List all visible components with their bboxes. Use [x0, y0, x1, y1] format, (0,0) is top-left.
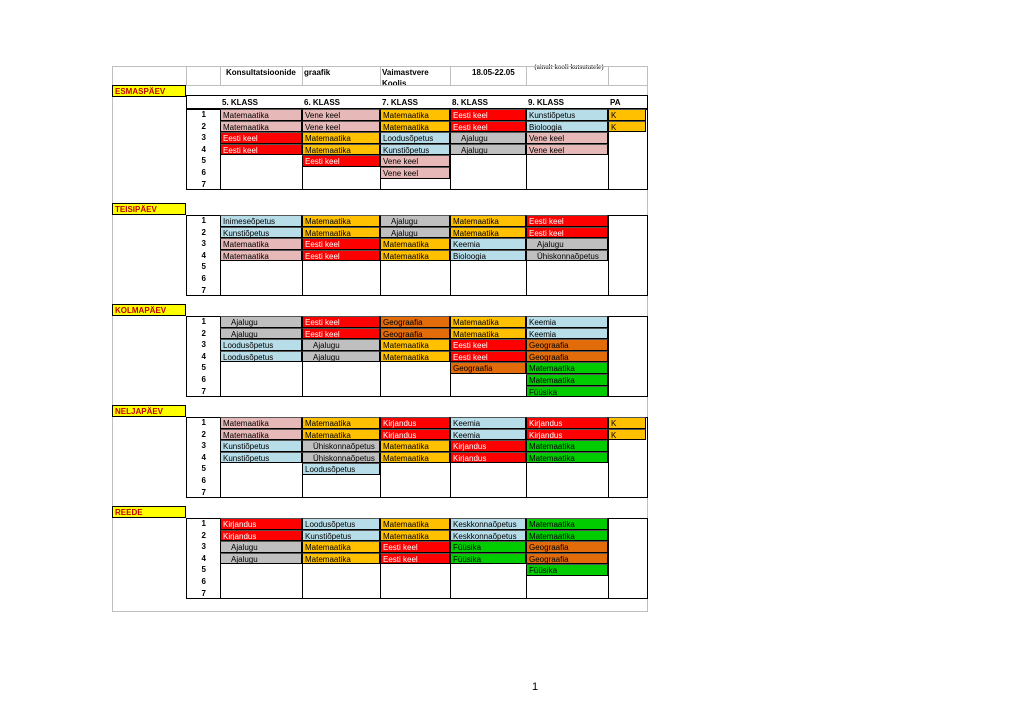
lesson-cell: Matemaatika	[380, 518, 450, 530]
lesson-cell: Vene keel	[380, 155, 450, 167]
lesson-cell: Matemaatika	[526, 452, 608, 464]
day-label: NELJAPÄEV	[112, 405, 186, 417]
lesson-cell: Kunstiõpetus	[380, 144, 450, 156]
lesson-cell: Füüsika	[450, 541, 526, 553]
col-divider	[608, 316, 609, 397]
lesson-cell: Keemia	[450, 417, 526, 429]
grid-line-v	[526, 66, 527, 86]
lesson-cell: Geograafia	[526, 541, 608, 553]
lesson-cell: Eesti keel	[380, 553, 450, 565]
lesson-cell: Keskkonnaõpetus	[450, 530, 526, 542]
lesson-cell: Kunstiõpetus	[526, 109, 608, 121]
lesson-cell: Eesti keel	[450, 121, 526, 133]
period-number: 5	[201, 156, 206, 166]
lesson-cell: K	[608, 429, 646, 441]
title-note: (ainult kooli kutsututele)	[534, 63, 604, 71]
grid-line-v	[608, 66, 609, 86]
lesson-cell: Loodusõpetus	[380, 132, 450, 144]
lesson-cell: Kunstiõpetus	[220, 452, 302, 464]
lesson-cell: Ajalugu	[302, 339, 380, 351]
lesson-cell: Eesti keel	[302, 250, 380, 262]
lesson-cell: Matemaatika	[526, 518, 608, 530]
period-number: 6	[201, 375, 206, 384]
lesson-cell: Eesti keel	[450, 339, 526, 351]
period-number: 3	[201, 239, 206, 249]
lesson-cell: Ajalugu	[220, 316, 302, 328]
lesson-cell: Matemaatika	[450, 227, 526, 239]
lesson-cell: Keemia	[450, 238, 526, 250]
period-number: 5	[201, 565, 206, 575]
grid-line-v	[186, 66, 187, 86]
period-number: 4	[201, 351, 206, 361]
lesson-cell: Matemaatika	[380, 339, 450, 351]
lesson-cell: Eesti keel	[220, 144, 302, 156]
lesson-cell: Geograafia	[380, 316, 450, 328]
grid-line-left	[112, 66, 113, 612]
lesson-cell: Matemaatika	[526, 362, 608, 374]
col-divider	[608, 215, 609, 296]
lesson-cell: Kunstiõpetus	[220, 227, 302, 239]
grid-line-h	[112, 85, 648, 86]
period-number: 7	[201, 179, 206, 189]
period-number: 2	[201, 328, 206, 338]
lesson-cell: Eesti keel	[526, 215, 608, 227]
lesson-cell: Vene keel	[526, 132, 608, 144]
lesson-cell: Kirjandus	[220, 518, 302, 530]
class-header-6: PA	[610, 98, 621, 107]
period-number: 3	[201, 542, 206, 552]
lesson-cell: Matemaatika	[302, 215, 380, 227]
lesson-cell: Eesti keel	[302, 155, 380, 167]
lesson-cell: Matemaatika	[526, 440, 608, 452]
period-number: 6	[201, 168, 206, 177]
lesson-cell: Geograafia	[526, 351, 608, 363]
period-number: 7	[201, 386, 206, 396]
class-header-1: 5. KLASS	[222, 98, 259, 107]
lesson-cell: Eesti keel	[450, 351, 526, 363]
period-number: 1	[201, 110, 206, 119]
day-label: ESMASPÄEV	[112, 85, 186, 97]
title-part-3: Vaimastvere Koolis	[382, 68, 429, 88]
period-number: 2	[201, 429, 206, 439]
day-label: TEISIPÄEV	[112, 203, 186, 215]
period-number: 1	[201, 418, 206, 427]
lesson-cell: Füüsika	[526, 564, 608, 576]
period-number: 7	[201, 487, 206, 497]
lesson-cell: Matemaatika	[302, 132, 380, 144]
day-label: KOLMAPÄEV	[112, 304, 186, 316]
lesson-cell: Matemaatika	[220, 429, 302, 441]
lesson-cell: Kirjandus	[380, 429, 450, 441]
lesson-cell: Geograafia	[526, 339, 608, 351]
period-number: 3	[201, 133, 206, 143]
lesson-cell: Matemaatika	[526, 374, 608, 386]
grid-line-v	[380, 66, 381, 86]
lesson-cell: Vene keel	[302, 109, 380, 121]
lesson-cell: Eesti keel	[302, 238, 380, 250]
lesson-cell: Inimeseõpetus	[220, 215, 302, 227]
lesson-cell: Keemia	[526, 328, 608, 340]
lesson-cell: Ajalugu	[220, 553, 302, 565]
lesson-cell: Ühiskonnaõpetus	[526, 250, 608, 262]
lesson-cell: Kirjandus	[450, 440, 526, 452]
lesson-cell: K	[608, 109, 646, 121]
period-number: 5	[201, 363, 206, 373]
period-number: 7	[201, 285, 206, 295]
lesson-cell: Eesti keel	[302, 328, 380, 340]
lesson-cell: Ajalugu	[380, 215, 450, 227]
period-number: 4	[201, 250, 206, 260]
lesson-cell: Geograafia	[380, 328, 450, 340]
grid-line-v	[302, 66, 303, 86]
lesson-cell: Ajalugu	[302, 351, 380, 363]
period-number: 2	[201, 121, 206, 131]
lesson-cell: Eesti keel	[380, 541, 450, 553]
lesson-cell: Füüsika	[526, 386, 608, 398]
lesson-cell: Matemaatika	[220, 121, 302, 133]
lesson-cell: Matemaatika	[380, 238, 450, 250]
lesson-cell: Eesti keel	[450, 109, 526, 121]
lesson-cell: Matemaatika	[526, 530, 608, 542]
lesson-cell: Matemaatika	[450, 316, 526, 328]
period-number: 3	[201, 441, 206, 451]
lesson-cell: K	[608, 121, 646, 133]
lesson-cell: Kirjandus	[450, 452, 526, 464]
lesson-cell: Eesti keel	[302, 316, 380, 328]
lesson-cell: Keskkonnaõpetus	[450, 518, 526, 530]
period-number: 6	[201, 577, 206, 586]
lesson-cell: Matemaatika	[450, 328, 526, 340]
grid-line-v	[220, 66, 221, 86]
lesson-cell: Keemia	[526, 316, 608, 328]
col-divider	[608, 518, 609, 599]
period-number: 6	[201, 274, 206, 283]
lesson-cell: Matemaatika	[302, 144, 380, 156]
lesson-cell: Kunstiõpetus	[302, 530, 380, 542]
lesson-cell: Ajalugu	[220, 541, 302, 553]
period-number: 2	[201, 227, 206, 237]
lesson-cell: Matemaatika	[380, 440, 450, 452]
period-number: 5	[201, 464, 206, 474]
lesson-cell: Matemaatika	[380, 452, 450, 464]
period-number: 2	[201, 530, 206, 540]
period-number: 4	[201, 452, 206, 462]
lesson-cell: Matemaatika	[380, 530, 450, 542]
lesson-cell: Ajalugu	[450, 144, 526, 156]
page-number: 1	[532, 681, 539, 693]
grid-line-v	[450, 66, 451, 86]
lesson-cell: Kunstiõpetus	[220, 440, 302, 452]
class-header-3: 7. KLASS	[382, 98, 419, 107]
lesson-cell: Kirjandus	[526, 417, 608, 429]
period-number: 1	[201, 317, 206, 326]
lesson-cell: Eesti keel	[526, 227, 608, 239]
day-label: REEDE	[112, 506, 186, 518]
lesson-cell: Kirjandus	[220, 530, 302, 542]
class-header-2: 6. KLASS	[304, 98, 341, 107]
title-part-1: Konsultatsioonide	[226, 68, 296, 77]
header-block	[186, 95, 648, 109]
lesson-cell: K	[608, 417, 646, 429]
lesson-cell: Vene keel	[380, 167, 450, 179]
lesson-cell: Matemaatika	[220, 238, 302, 250]
lesson-cell: Ühiskonnaõpetus	[302, 452, 380, 464]
lesson-cell: Geograafia	[450, 362, 526, 374]
title-part-2: graafik	[304, 68, 331, 77]
lesson-cell: Matemaatika	[302, 227, 380, 239]
grid-line-bottom	[112, 611, 648, 612]
period-number: 7	[201, 588, 206, 598]
lesson-cell: Matemaatika	[380, 250, 450, 262]
lesson-cell: Vene keel	[302, 121, 380, 133]
period-number: 4	[201, 144, 206, 154]
lesson-cell: Matemaatika	[380, 109, 450, 121]
lesson-cell: Vene keel	[526, 144, 608, 156]
lesson-cell: Keemia	[450, 429, 526, 441]
lesson-cell: Kirjandus	[380, 417, 450, 429]
lesson-cell: Füüsika	[450, 553, 526, 565]
period-number: 1	[201, 519, 206, 528]
lesson-cell: Loodusõpetus	[302, 463, 380, 475]
lesson-cell: Ajalugu	[450, 132, 526, 144]
lesson-cell: Loodusõpetus	[302, 518, 380, 530]
lesson-cell: Matemaatika	[302, 429, 380, 441]
lesson-cell: Matemaatika	[302, 541, 380, 553]
period-number: 4	[201, 553, 206, 563]
lesson-cell: Bioloogia	[526, 121, 608, 133]
lesson-cell: Matemaatika	[220, 250, 302, 262]
lesson-cell: Matemaatika	[450, 215, 526, 227]
lesson-cell: Ajalugu	[380, 227, 450, 239]
lesson-cell: Matemaatika	[380, 351, 450, 363]
lesson-cell: Bioloogia	[450, 250, 526, 262]
lesson-cell: Eesti keel	[220, 132, 302, 144]
lesson-cell: Matemaatika	[302, 417, 380, 429]
lesson-cell: Ühiskonnaõpetus	[302, 440, 380, 452]
lesson-cell: Ajalugu	[220, 328, 302, 340]
lesson-cell: Matemaatika	[380, 121, 450, 133]
lesson-cell: Matemaatika	[220, 109, 302, 121]
period-number: 6	[201, 476, 206, 485]
period-number: 5	[201, 262, 206, 272]
class-header-5: 9. KLASS	[528, 98, 565, 107]
schedule-sheet	[112, 63, 648, 612]
lesson-cell: Geograafia	[526, 553, 608, 565]
lesson-cell: Loodusõpetus	[220, 351, 302, 363]
period-number: 1	[201, 216, 206, 225]
class-header-4: 8. KLASS	[452, 98, 489, 107]
lesson-cell: Kirjandus	[526, 429, 608, 441]
lesson-cell: Matemaatika	[302, 553, 380, 565]
lesson-cell: Matemaatika	[220, 417, 302, 429]
lesson-cell: Ajalugu	[526, 238, 608, 250]
period-number: 3	[201, 340, 206, 350]
title-dates: 18.05-22.05	[472, 68, 515, 77]
lesson-cell: Loodusõpetus	[220, 339, 302, 351]
